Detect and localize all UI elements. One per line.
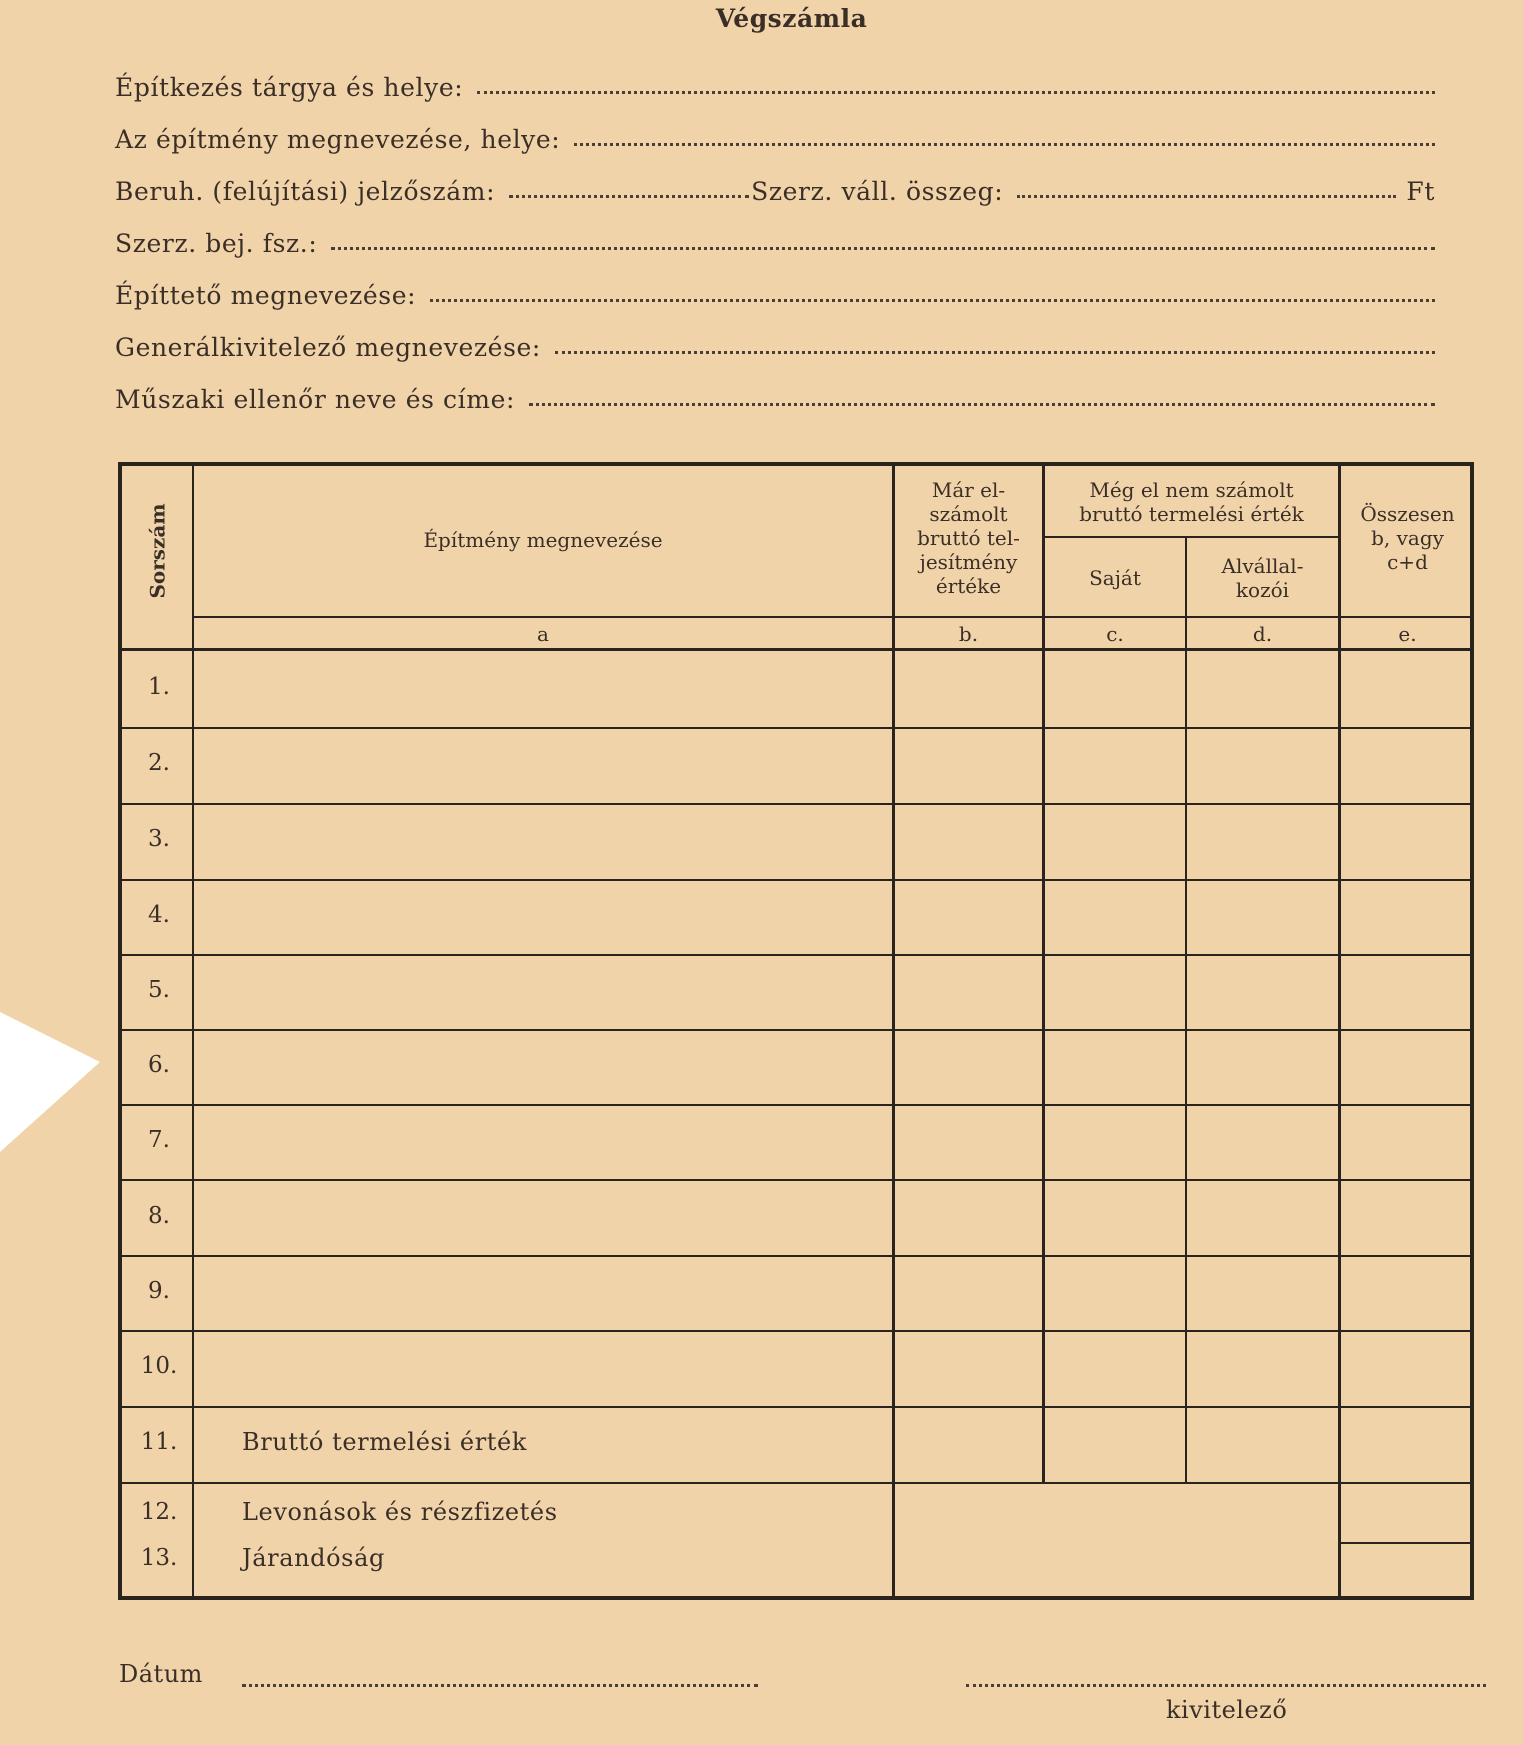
header-divider xyxy=(194,616,1474,618)
row-divider xyxy=(122,954,1474,956)
header-divider xyxy=(1045,536,1338,538)
column-letter-d: d. xyxy=(1252,622,1273,646)
row-label-jarandosag: Járandóság xyxy=(242,1544,385,1572)
field-dotted-line[interactable] xyxy=(509,195,749,198)
header-bottom xyxy=(122,648,1474,651)
header-alvallalkozoi: Alvállal- kozói xyxy=(1221,554,1304,602)
field-label: Építkezés tárgya és helye: xyxy=(115,73,464,102)
field-label: Építtető megnevezése: xyxy=(115,281,417,310)
header-sajat: Saját xyxy=(1089,566,1141,590)
row-number: 1. xyxy=(148,674,170,700)
header-sorszam: Sorszám xyxy=(146,503,170,599)
col-divider xyxy=(1185,536,1187,1482)
invoice-table xyxy=(118,462,1474,1600)
row-divider xyxy=(122,879,1474,881)
field-szerz-bej[interactable] xyxy=(115,224,1435,258)
field-dotted-line[interactable] xyxy=(331,247,1435,250)
torn-corner xyxy=(0,1012,100,1152)
row-divider xyxy=(1341,1542,1474,1544)
field-beruh[interactable] xyxy=(115,172,1435,206)
row-number: 7. xyxy=(148,1127,170,1153)
field-dotted-line[interactable] xyxy=(1017,195,1396,198)
form-title: Végszámla xyxy=(715,4,868,33)
field-epitmeny[interactable] xyxy=(115,120,1435,154)
row-divider xyxy=(122,1255,1474,1257)
row-divider xyxy=(122,1330,1474,1332)
field-label: Az építmény megnevezése, helye: xyxy=(115,125,561,154)
field-label: Szerz. bej. fsz.: xyxy=(115,229,318,258)
column-letter-c: c. xyxy=(1106,622,1124,646)
date-label: Dátum xyxy=(119,1660,203,1688)
field-epitkezes[interactable] xyxy=(115,68,1435,102)
row-divider xyxy=(122,727,1474,729)
column-letter-b: b. xyxy=(958,622,979,646)
row-number: 4. xyxy=(148,902,170,928)
row-label-levonasok: Levonások és részfizetés xyxy=(242,1498,558,1526)
field-muszaki-ellenor[interactable] xyxy=(115,380,1435,414)
field-dotted-line[interactable] xyxy=(529,403,1435,406)
row-divider xyxy=(122,1179,1474,1181)
field-generalkivitelezo[interactable] xyxy=(115,328,1435,362)
field-label: Műszaki ellenőr neve és címe: xyxy=(115,385,515,414)
field-label: Szerz. váll. összeg: xyxy=(751,177,1004,206)
row-divider xyxy=(122,803,1474,805)
row-divider xyxy=(122,1029,1474,1031)
signature-label: kivitelező xyxy=(1166,1696,1288,1724)
row-number: 8. xyxy=(148,1203,170,1229)
field-dotted-line[interactable] xyxy=(574,143,1435,146)
column-letter-a: a xyxy=(537,622,549,646)
field-dotted-line[interactable] xyxy=(430,299,1435,302)
signature-dotted-line[interactable] xyxy=(966,1684,1486,1687)
row-divider xyxy=(122,1104,1474,1106)
field-label: Generálkivitelező megnevezése: xyxy=(115,333,541,362)
row-number: 2. xyxy=(148,750,170,776)
field-dotted-line[interactable] xyxy=(477,91,1435,94)
row-number: 11. xyxy=(140,1429,178,1455)
field-dotted-line[interactable] xyxy=(555,351,1435,354)
row-number: 6. xyxy=(148,1052,170,1078)
row-number: 9. xyxy=(148,1278,170,1304)
row-label-brutto: Bruttó termelési érték xyxy=(242,1428,527,1456)
row-number: 3. xyxy=(148,826,170,852)
column-letter-e: e. xyxy=(1398,622,1417,646)
header-osszesen: Összesen b, vagy c+d xyxy=(1360,502,1455,574)
field-epitteto[interactable] xyxy=(115,276,1435,310)
row-divider xyxy=(122,1482,1474,1484)
row-number: 5. xyxy=(148,977,170,1003)
currency-label: Ft xyxy=(1406,177,1435,206)
header-mar-elszamolt: Már el- számolt bruttó tel- jesítmény értéke xyxy=(917,478,1020,598)
row-divider xyxy=(122,1406,1474,1408)
header-meg-el-nem: Még el nem számolt bruttó termelési érték xyxy=(1079,478,1304,526)
header-epitmeny: Építmény megnevezése xyxy=(423,528,663,552)
row-number: 10. xyxy=(140,1353,178,1379)
row-number: 12. xyxy=(140,1499,178,1525)
date-dotted-line[interactable] xyxy=(242,1684,758,1687)
row-number: 13. xyxy=(140,1545,178,1571)
field-label: Beruh. (felújítási) jelzőszám: xyxy=(115,177,496,206)
